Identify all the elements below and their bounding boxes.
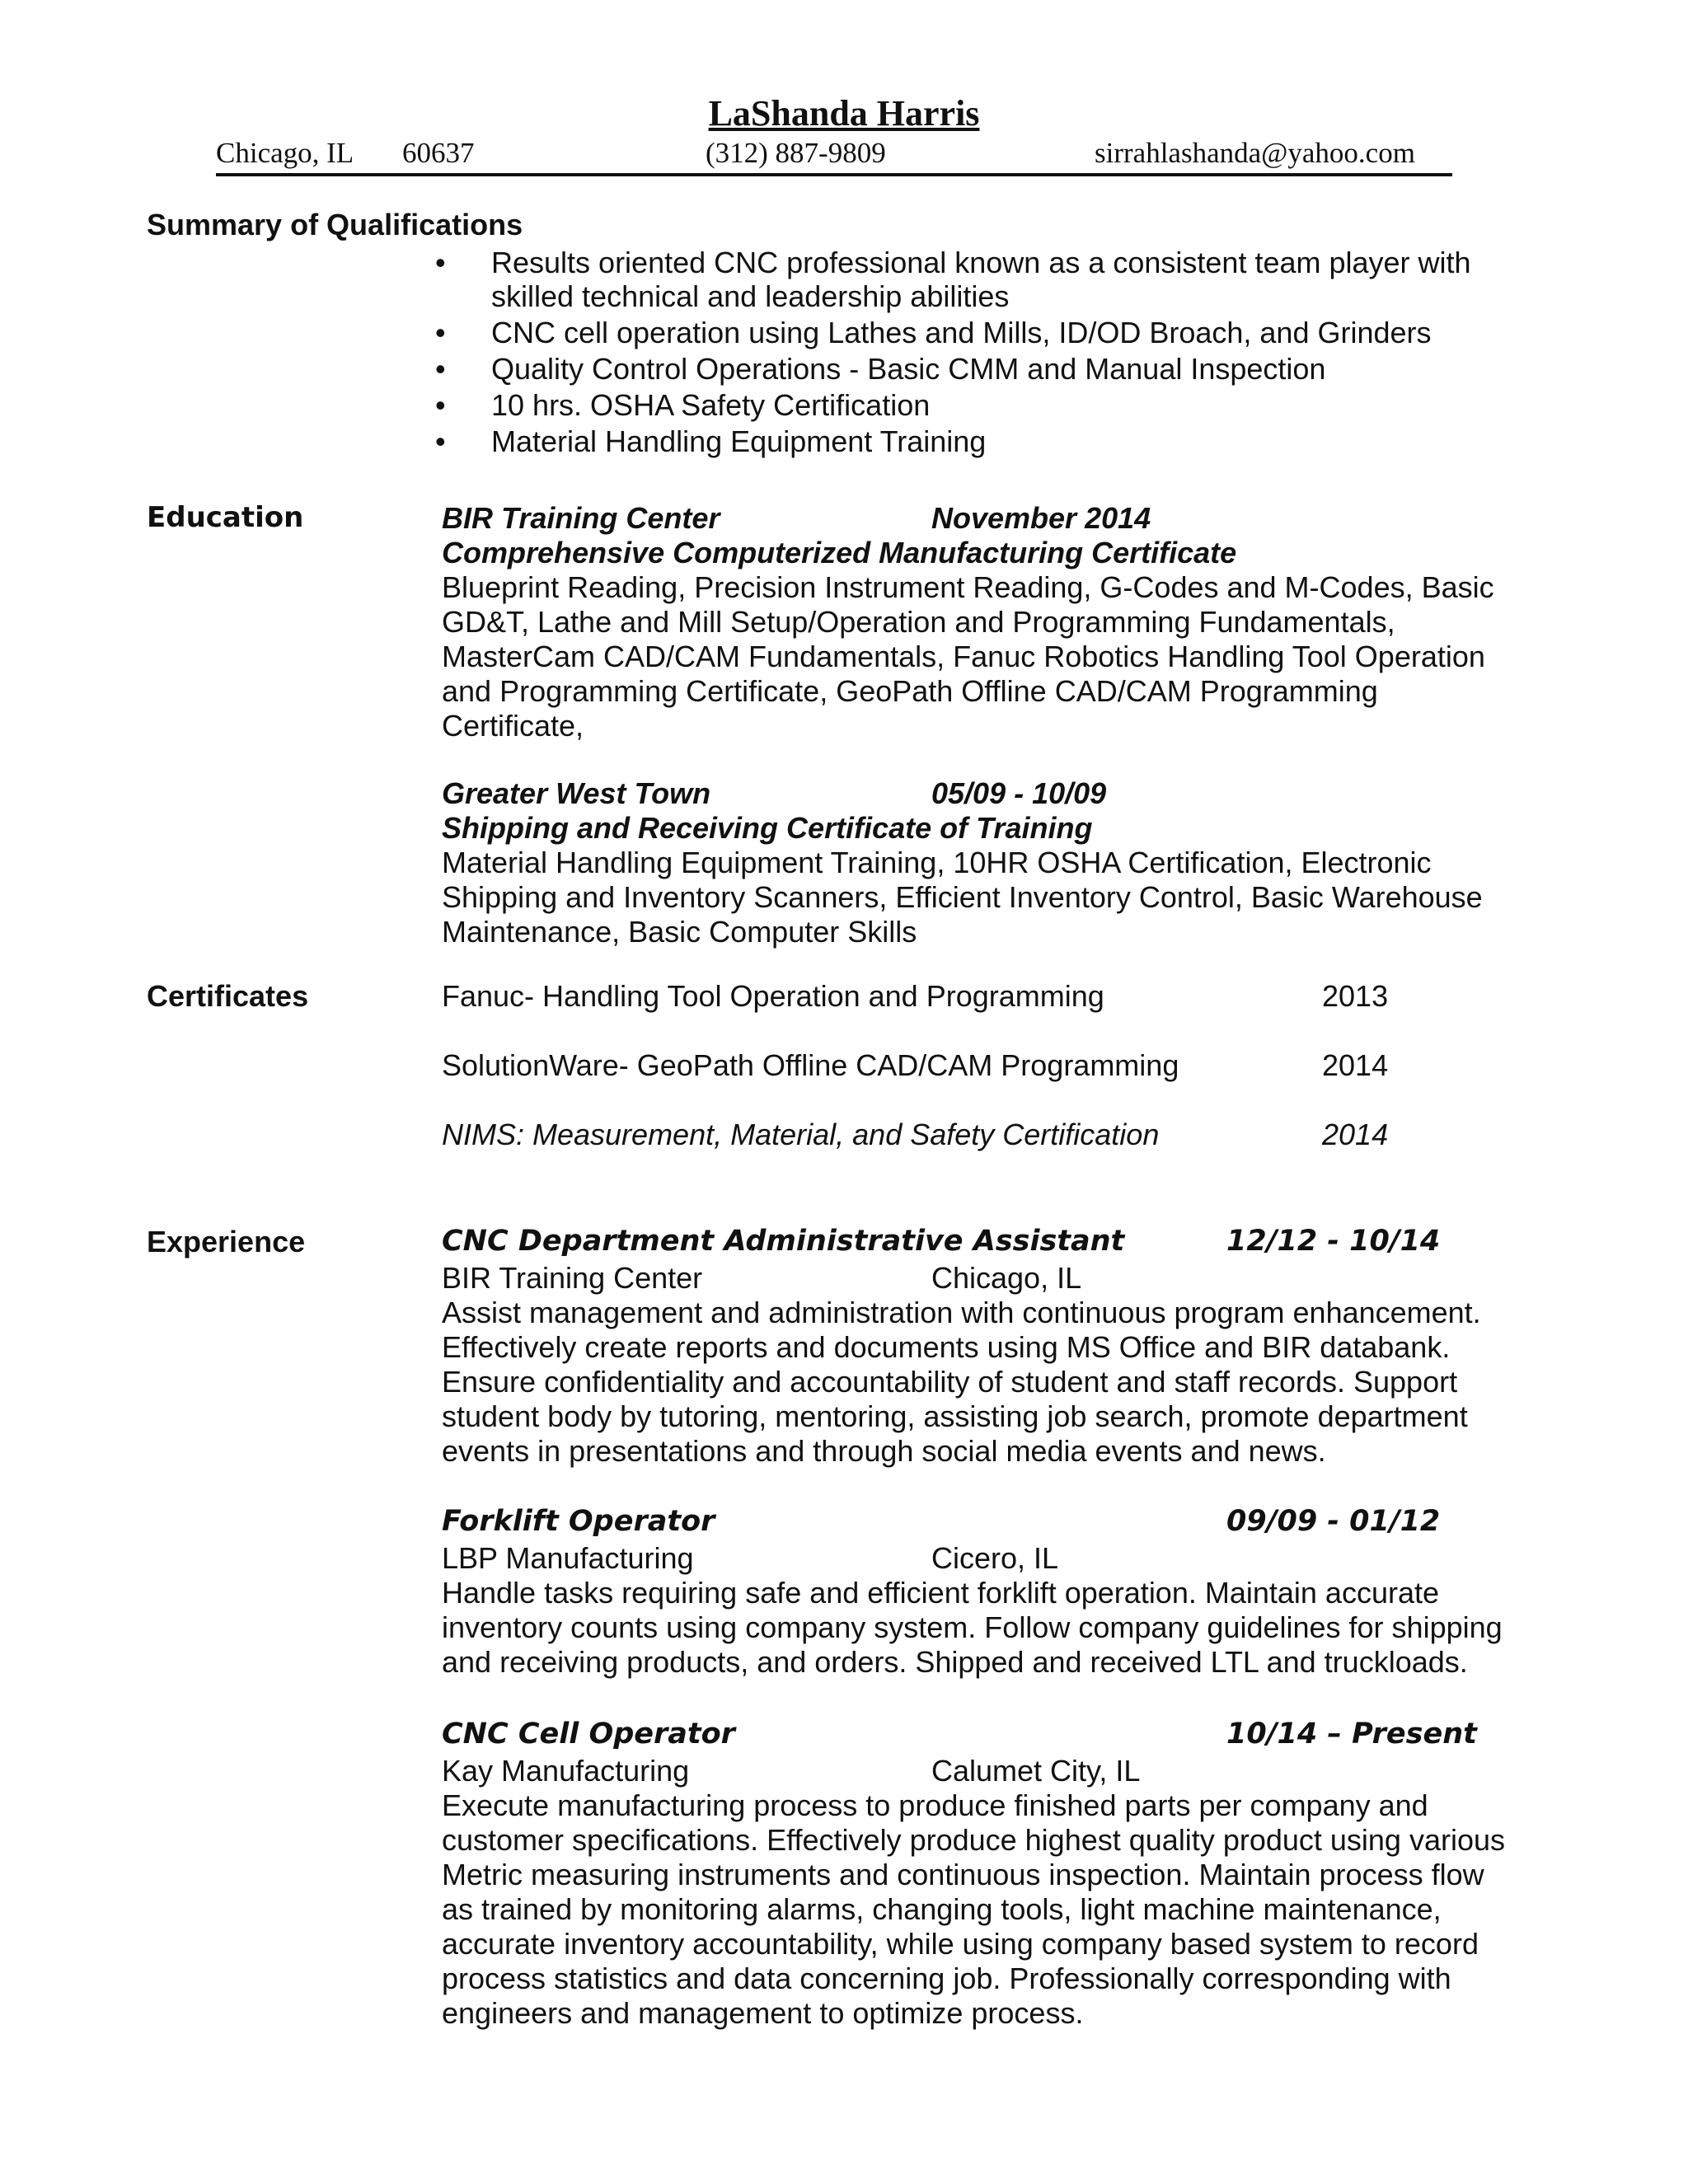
job-employer: Kay Manufacturing <box>442 1754 690 1788</box>
summary-item: • CNC cell operation using Lathes and Mills, ID/OD Broach, and Grinders <box>435 316 1432 349</box>
education-details: Blueprint Reading, Precision Instrument Reading, G-Codes and M-Codes, Basic GD&T, Lathe and Mill Setup/Operation and Programming Fundamentals, MasterCam CAD/CAM Fundamentals, Fanuc Robotics Handling Tool Operation and Programming Certificate, GeoPath Offline CAD/CAM Programming Certificate, <box>442 570 1494 743</box>
job-description: Handle tasks requiring safe and efficient forklift operation. Maintain accurate inventory counts using company system. Follow company guidelines for shipping and receiving products, and orders. Shipped and received LTL and truckloads. <box>442 1576 1503 1679</box>
bullet-icon: • <box>435 246 446 279</box>
bullet-icon: • <box>435 388 446 422</box>
summary-item: • Results oriented CNC professional known as a consistent team player with skilled technical and leadership abilities <box>435 246 1471 313</box>
job-employer: BIR Training Center <box>442 1261 703 1295</box>
contact-city: Chicago, IL <box>216 137 354 169</box>
job-location: Cicero, IL <box>931 1541 1059 1575</box>
summary-item: • Material Handling Equipment Training <box>435 424 987 458</box>
summary-list <box>435 246 1523 458</box>
certificate-year: 2013 <box>1322 979 1389 1013</box>
job-description: Assist management and administration with continuous program enhancement. Effectively create reports and documents using MS Office and BIR databank. Ensure confidentiality and accountability of student and staff records. Support student body by tutoring, mentoring, assisting job search, promote department events in presentations and through social media events and news. <box>442 1296 1481 1468</box>
bullet-icon: • <box>435 352 446 386</box>
contact-phone: (312) 887-9809 <box>706 137 886 169</box>
certificate-name: SolutionWare- GeoPath Offline CAD/CAM Programming <box>442 1048 1179 1082</box>
job-dates: 09/09 - 01/12 <box>1226 1505 1441 1538</box>
experience-heading: Experience <box>147 1225 306 1258</box>
education-date: November 2014 <box>931 501 1151 535</box>
contact-email: sirrahlashanda@yahoo.com <box>1095 137 1415 169</box>
job-title: Forklift Operator <box>442 1505 715 1538</box>
certificate-year: 2014 <box>1322 1118 1389 1151</box>
education-school: BIR Training Center <box>442 501 720 535</box>
job-location: Calumet City, IL <box>931 1754 1141 1788</box>
education-school: Greater West Town <box>442 776 711 810</box>
job-employer: LBP Manufacturing <box>442 1541 694 1575</box>
bullet-icon: • <box>435 424 446 458</box>
certificate-name: Fanuc- Handling Tool Operation and Programming <box>442 979 1104 1013</box>
bullet-icon: • <box>435 316 446 349</box>
contact-zip: 60637 <box>402 137 475 169</box>
education-program: Comprehensive Computerized Manufacturing Certificate <box>442 536 1237 569</box>
job-dates: 12/12 - 10/14 <box>1226 1225 1441 1258</box>
summary-heading: Summary of Qualifications <box>147 208 523 241</box>
education-heading: Education <box>147 501 304 534</box>
job-description: Execute manufacturing process to produce finished parts per company and customer specifications. Effectively produce highest quality product using various Metric measuring instruments and continuous inspection. Maintain process flow as trained by monitoring alarms, changing tools, light machine maintenance, accurate inventory accountability, while using company based system to record process statistics and data concerning job. Professionally corresponding with engineers and management to optimize process. <box>442 1788 1506 2030</box>
certificates-heading: Certificates <box>147 979 309 1013</box>
summary-item: • Quality Control Operations - Basic CMM and Manual Inspection <box>435 352 1326 386</box>
resume-name: LaShanda Harris <box>708 93 980 134</box>
education-program: Shipping and Receiving Certificate of Training <box>442 811 1093 845</box>
summary-item: • 10 hrs. OSHA Safety Certification <box>435 388 931 422</box>
job-title: CNC Cell Operator <box>442 1718 735 1750</box>
job-title: CNC Department Administrative Assistant <box>442 1225 1125 1258</box>
certificate-name: NIMS: Measurement, Material, and Safety Certification <box>442 1118 1160 1151</box>
contact-line <box>216 137 1452 176</box>
job-location: Chicago, IL <box>931 1261 1082 1295</box>
certificate-year: 2014 <box>1322 1048 1389 1082</box>
education-date: 05/09 - 10/09 <box>931 776 1107 810</box>
job-dates: 10/14 – Present <box>1226 1718 1477 1750</box>
education-details: Material Handling Equipment Training, 10HR OSHA Certification, Electronic Shipping and Inventory Scanners, Efficient Inventory Control, Basic Warehouse Maintenance, Basic Computer Skills <box>442 846 1483 949</box>
